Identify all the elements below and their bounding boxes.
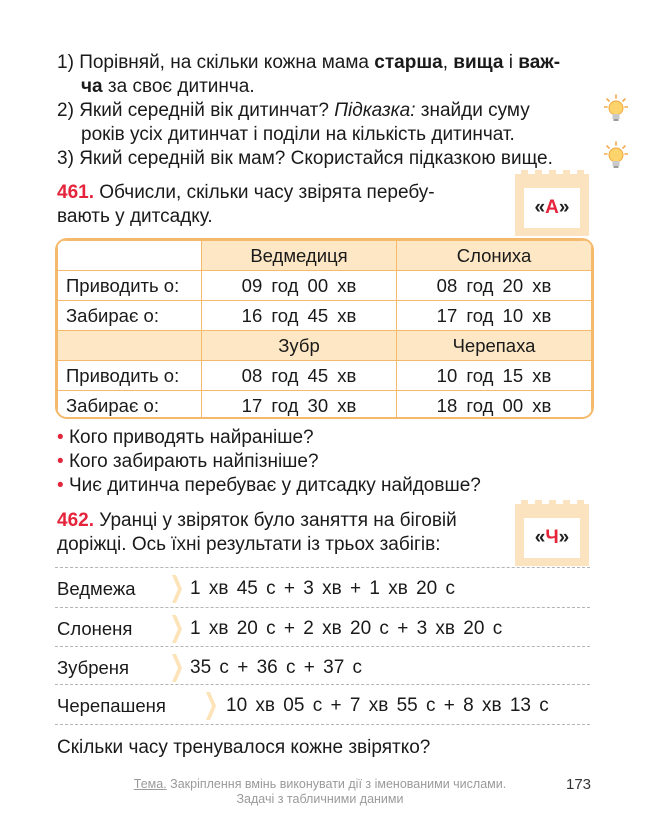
racer-name: Черепашеня	[57, 695, 166, 716]
arrow-marker-icon	[172, 615, 182, 643]
header-turtle: Черепаха	[397, 331, 592, 361]
question-1-cont: ча за своє дитинча.	[81, 76, 255, 97]
task-461-line1: 461. Обчисли, скільки часу звірята перебу-	[57, 182, 435, 203]
row-divider	[55, 684, 590, 685]
difficulty-badge-ch: «Ч»	[515, 504, 589, 566]
table-header-row	[58, 331, 592, 361]
racer-name: Ведмежа	[57, 578, 136, 599]
race-expression: 35 с + 36 с + 37 с	[190, 657, 363, 678]
race-expression: 1 хв 20 с + 2 хв 20 с + 3 хв 20 с	[190, 618, 503, 639]
arrow-marker-icon	[172, 654, 182, 682]
table-row: Приводить о: 09 год 00 хв 08 год 20 хв	[58, 271, 592, 301]
row-divider	[55, 646, 590, 647]
list-item: • Чиє дитинча перебуває у дитсадку найдовше?	[57, 475, 481, 496]
lightbulb-icon	[604, 94, 628, 124]
list-item: • Кого приводять найраніше?	[57, 427, 314, 448]
question-2: 2) Який середній вік дитинчат? Підказка: знайди суму	[57, 100, 530, 121]
task-462-line2: доріжці. Ось їхні результати із трьох забігів:	[57, 534, 441, 555]
task-462-line1: 462. Уранці у звіряток було заняття на біговій	[57, 510, 457, 531]
table-row: Забирає о: 16 год 45 хв 17 год 10 хв	[58, 301, 592, 331]
question-3: 3) Який середній вік мам? Скористайся підказкою вище.	[57, 148, 553, 169]
task-461-line2: вають у дитсадку.	[57, 206, 213, 227]
lightbulb-icon	[604, 141, 628, 171]
task-462-question: Скільки часу тренувалося кожне звірятко?	[57, 737, 431, 758]
racer-name: Слоненя	[57, 618, 133, 639]
row-divider	[55, 724, 590, 725]
question-2-cont: років усіх дитинчат і поділи на кількість дитинчат.	[81, 124, 515, 145]
table-header-row	[58, 241, 592, 271]
racer-name: Зубреня	[57, 657, 130, 678]
arrow-marker-icon	[206, 692, 216, 720]
race-expression: 1 хв 45 с + 3 хв + 1 хв 20 с	[190, 578, 456, 599]
question-1: 1) Порівняй, на скільки кожна мама старша, вища і важ-	[57, 52, 561, 73]
row-divider	[55, 567, 590, 568]
page-footer: Тема. Закріплення вмінь виконувати дії з іменованими числами. Задачі з табличними даними	[133, 777, 507, 806]
table-row: Приводить о: 08 год 45 хв 10 год 15 хв	[58, 361, 592, 391]
kindergarten-times-table	[55, 238, 594, 419]
arrow-marker-icon	[172, 575, 182, 603]
page-number: 173	[566, 776, 592, 793]
list-item: • Кого забирають найпізніше?	[57, 451, 319, 472]
header-bison: Зубр	[202, 331, 397, 361]
difficulty-badge-a: «А»	[515, 174, 589, 236]
header-bear-mother: Ведмедиця	[202, 241, 397, 271]
race-expression: 10 хв 05 с + 7 хв 55 с + 8 хв 13 с	[226, 695, 549, 716]
table-row: Забирає о: 17 год 30 хв 18 год 00 хв	[58, 391, 592, 420]
row-divider	[55, 607, 590, 608]
header-elephant-mother: Слониха	[397, 241, 592, 271]
